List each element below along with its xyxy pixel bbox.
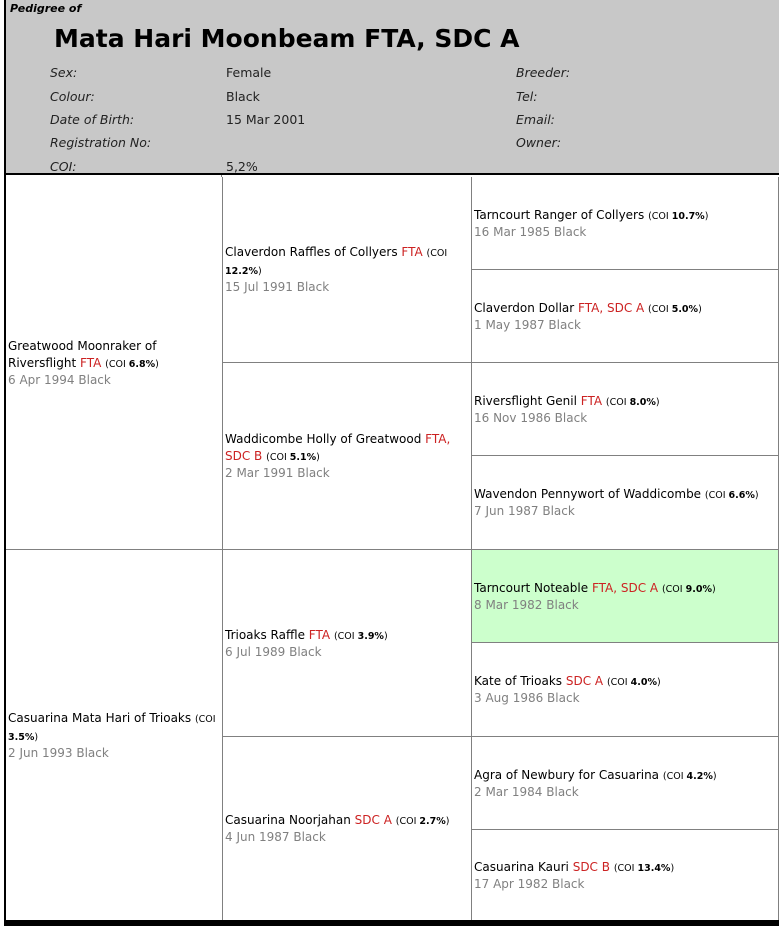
dog-titles: FTA, SDC A: [578, 300, 645, 315]
great-grandparent-cell: [472, 737, 779, 830]
bottom-border: [4, 920, 779, 926]
coi-value: 10.7%: [671, 210, 705, 222]
dog-meta: 16 Nov 1986 Black: [474, 410, 588, 425]
coi-end: ): [257, 266, 262, 277]
coi-value: 3.9%: [357, 630, 384, 642]
dog-meta: 1 May 1987 Black: [474, 317, 581, 332]
dog-titles: FTA: [80, 356, 102, 370]
dog-meta: 6 Apr 1994 Black: [8, 373, 111, 387]
coi-label: (COI: [662, 770, 684, 782]
great-grandparent-cell: [472, 830, 779, 921]
coi-label: (COI: [648, 210, 669, 222]
dog-titles: SDC A: [565, 674, 604, 688]
great-grandparent-cell-highlighted: [472, 550, 779, 643]
dog-name-link[interactable]: Agra of Newbury for Casuarina: [474, 767, 660, 782]
coi-end: ): [704, 210, 709, 222]
coi-label: (COI: [606, 677, 628, 688]
coi-label: (COI: [605, 396, 627, 408]
dog-name-link[interactable]: Casuarina Noorjahan: [225, 813, 351, 827]
coi-label: (COI: [333, 630, 355, 642]
great-grandparent-cell: [472, 177, 779, 270]
dog-name-link[interactable]: Riversflight Genil: [474, 393, 577, 408]
dob-value: 15 Mar 2001: [226, 112, 306, 127]
coi-end: ): [155, 359, 159, 370]
dog-meta: 2 Mar 1991 Black: [225, 466, 330, 480]
coi-end: ): [711, 583, 716, 595]
dog-name-link[interactable]: Casuarina Mata Hari of Trioaks: [8, 710, 192, 725]
coi-value: 8.0%: [629, 396, 656, 408]
coi-end: ): [445, 816, 450, 827]
dog-name-link[interactable]: Wavendon Pennywort of Waddicombe: [474, 487, 702, 501]
coi-value: 13.4%: [637, 862, 671, 874]
dog-meta: 2 Jun 1993 Black: [8, 745, 109, 760]
dog-name-link[interactable]: Casuarina Kauri: [474, 859, 569, 874]
dog-meta: 4 Jun 1987 Black: [225, 830, 326, 844]
coi-value: 3.5%: [8, 731, 35, 743]
dog-titles: FTA: [308, 627, 331, 642]
coi-label: (COI: [105, 359, 126, 370]
coi-value: 12.2%: [225, 266, 258, 277]
coi-label: (COI: [613, 862, 635, 874]
great-grandparent-cell: [472, 456, 779, 550]
coi-value: 4.2%: [686, 770, 713, 782]
dog-titles: FTA, SDC B: [225, 432, 451, 463]
dog-name-link[interactable]: Waddicombe Holly of Greatwood: [225, 432, 422, 446]
grandparent-cell: [223, 177, 472, 363]
sex-value: Female: [226, 65, 272, 80]
grandparent-cell: [223, 737, 472, 921]
colour-label: Colour:: [50, 89, 95, 104]
great-grandparent-cell: [472, 270, 779, 363]
great-grandparent-cell: [472, 643, 779, 737]
dog-titles: FTA: [401, 245, 423, 259]
dog-meta: 8 Mar 1982 Black: [474, 597, 579, 612]
dog-name-link[interactable]: Tarncourt Ranger of Collyers: [474, 207, 645, 222]
sex-label: Sex:: [50, 65, 78, 80]
dog-name-link[interactable]: Kate of Trioaks: [474, 674, 563, 688]
breeder-label: Breeder:: [516, 65, 571, 80]
tel-label: Tel:: [516, 89, 538, 104]
dog-name: Mata Hari Moonbeam FTA, SDC A: [54, 24, 520, 53]
coi-end: ): [698, 303, 702, 315]
coi-value: 2.7%: [419, 816, 446, 827]
coi-label: (COI: [426, 248, 448, 259]
coi-end: ): [383, 630, 388, 642]
sire-cell: [6, 177, 223, 550]
dog-titles: FTA, SDC A: [591, 580, 659, 595]
dog-meta: 2 Mar 1984 Black: [474, 784, 579, 799]
coi-label: (COI: [661, 583, 683, 595]
dog-name-link[interactable]: Claverdon Raffles of Collyers: [225, 245, 398, 259]
coi-end: ): [34, 731, 39, 743]
dog-name-link[interactable]: Claverdon Dollar: [474, 300, 575, 315]
coi-value: 9.0%: [685, 583, 712, 595]
dog-meta: 6 Jul 1989 Black: [225, 644, 322, 659]
coi-value: 4.0%: [630, 677, 657, 688]
coi-label: COI:: [50, 159, 77, 174]
dog-titles: SDC A: [354, 813, 392, 827]
dog-meta: 15 Jul 1991 Black: [225, 280, 330, 294]
coi-label: (COI: [395, 816, 417, 827]
dob-label: Date of Birth:: [50, 112, 135, 127]
coi-label: (COI: [194, 713, 216, 725]
dog-meta: 3 Aug 1986 Black: [474, 691, 580, 705]
coi-end: ): [670, 862, 675, 874]
grandparent-cell: [223, 363, 472, 550]
colour-value: Black: [226, 89, 260, 104]
dog-name-link[interactable]: Trioaks Raffle: [225, 627, 305, 642]
dog-name-link[interactable]: Tarncourt Noteable: [474, 580, 589, 595]
coi-value: 6.8%: [128, 359, 156, 370]
coi-label: (COI: [266, 452, 287, 463]
pedigree-of-label: Pedigree of: [10, 2, 82, 15]
dog-meta: 17 Apr 1982 Black: [474, 876, 585, 891]
coi-end: ): [712, 770, 717, 782]
registration-label: Registration No:: [50, 135, 152, 150]
coi-end: ): [655, 396, 660, 408]
coi-label: (COI: [648, 303, 669, 315]
coi-value: 5,2%: [226, 159, 258, 174]
pedigree-header: [4, 0, 779, 175]
dog-name-link[interactable]: Greatwood Moonraker of Riversflight: [8, 339, 157, 370]
coi-value: 6.6%: [728, 490, 755, 501]
coi-end: ): [754, 490, 759, 501]
dam-cell: [6, 550, 223, 921]
coi-end: ): [316, 452, 320, 463]
dog-titles: SDC B: [572, 859, 610, 874]
coi-value: 5.1%: [289, 452, 317, 463]
coi-label: (COI: [704, 490, 726, 501]
coi-value: 5.0%: [671, 303, 699, 315]
coi-end: ): [656, 677, 661, 688]
great-grandparent-cell: [472, 363, 779, 456]
dog-titles: FTA: [580, 393, 603, 408]
dog-meta: 16 Mar 1985 Black: [474, 224, 587, 239]
grandparent-cell: [223, 550, 472, 737]
owner-label: Owner:: [516, 135, 562, 150]
dog-meta: 7 Jun 1987 Black: [474, 504, 575, 518]
email-label: Email:: [516, 112, 555, 127]
